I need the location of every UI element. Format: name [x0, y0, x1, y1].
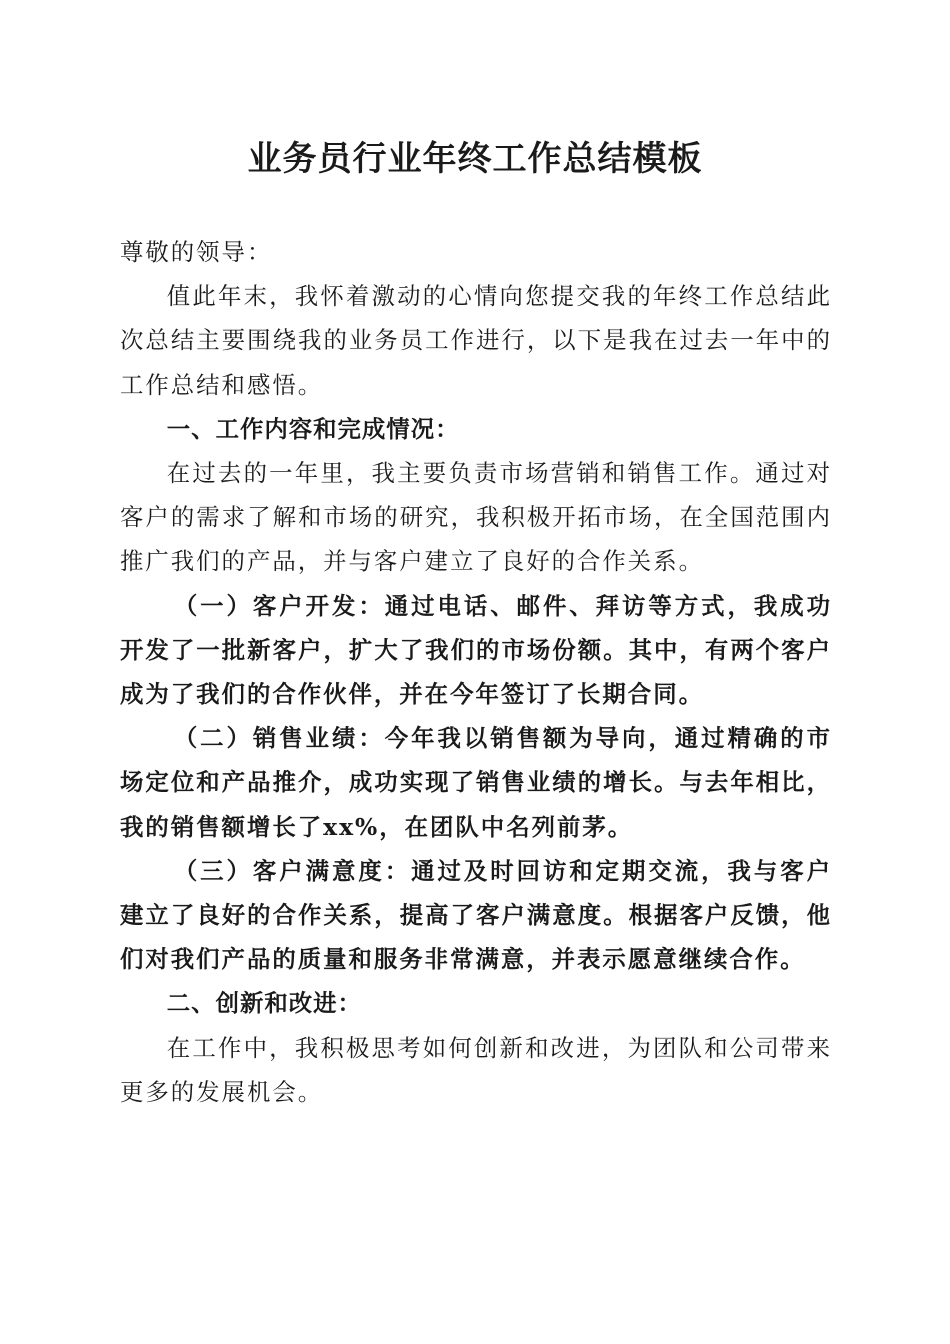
salutation: 尊敬的领导：: [120, 238, 273, 266]
document-title: 业务员行业年终工作总结模板: [247, 139, 703, 179]
section-1-item-customer-development: （一）客户开发：通过电话、邮件、拜访等方式，我成功开发了一批新客户，扩大了我们的市场份额。其中，有两个客户成为了我们的合作伙伴，并在今年签订了长期合同。: [120, 591, 832, 709]
document-body: [120, 230, 832, 1114]
section-2-heading: 二、创新和改进：: [166, 989, 362, 1018]
section-1-heading: 一、工作内容和完成情况：: [166, 414, 460, 443]
section-1-item-customer-satisfaction: （三）客户满意度：通过及时回访和定期交流，我与客户建立了良好的合作关系，提高了客户满意度。根据客户反馈，他们对我们产品的质量和服务非常满意，并表示愿意继续合作。: [120, 856, 832, 974]
section-1-item-sales-performance: （二）销售业绩：今年我以销售额为导向，通过精确的市场定位和产品推介，成功实现了销售业绩的增长。与去年相比，我的销售额增长了xx%，在团队中名列前茅。: [120, 724, 832, 841]
section-2-body: 在工作中，我积极思考如何创新和改进，为团队和公司带来更多的发展机会。: [120, 1033, 832, 1106]
intro-paragraph: 值此年末，我怀着激动的心情向您提交我的年终工作总结此次总结主要围绕我的业务员工作进行，以下是我在过去一年中的工作总结和感悟。: [120, 282, 832, 399]
section-1-body: 在过去的一年里，我主要负责市场营销和销售工作。通过对客户的需求了解和市场的研究，我积极开拓市场，在全国范围内推广我们的产品，并与客户建立了良好的合作关系。: [120, 459, 832, 576]
